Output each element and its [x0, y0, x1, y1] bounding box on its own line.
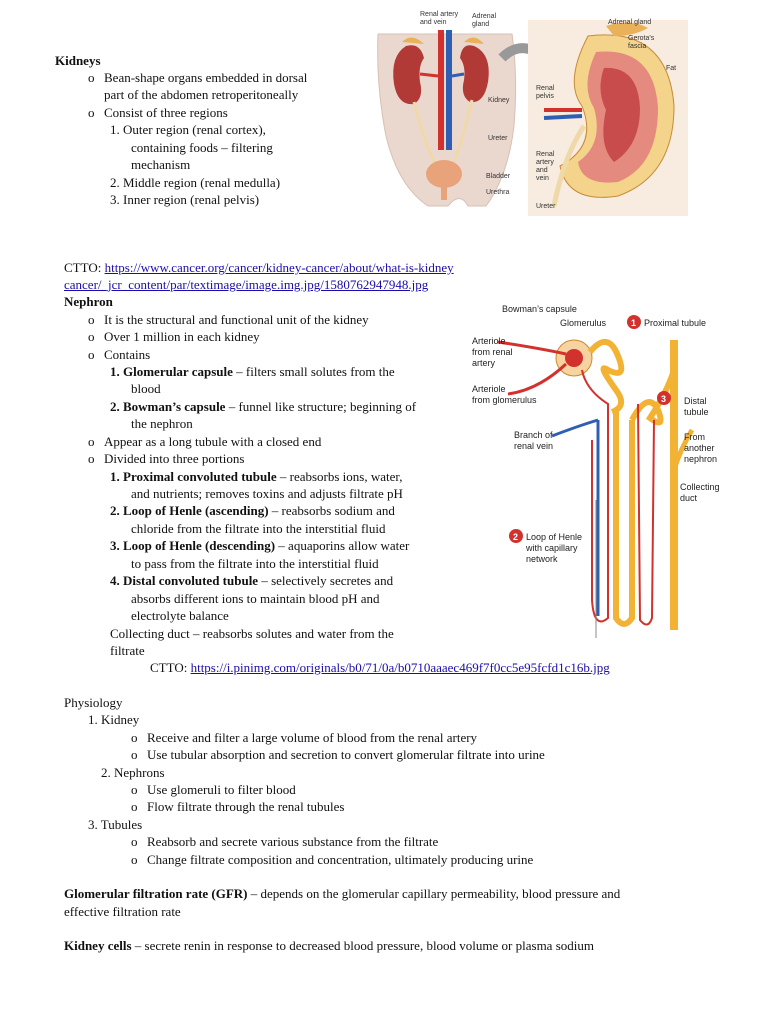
svg-text:artery: artery	[536, 159, 554, 166]
list-item: o It is the structural and functional unit of the kidney	[88, 312, 369, 327]
list-item: 1. Proximal convoluted tubule – reabsorbs ions, water,	[110, 469, 403, 484]
list-item: o Divided into three portions	[88, 451, 245, 466]
label-from-another-nephron: From	[684, 432, 705, 442]
svg-text:and: and	[536, 167, 548, 174]
label-adrenal-gland: Adrenal	[472, 13, 497, 20]
label-branch-renal-vein: Branch of	[514, 430, 553, 440]
list-item: o Receive and filter a large volume of blood from the renal artery	[131, 730, 478, 745]
bullet-icon: o	[131, 834, 138, 849]
label-ureter: Ureter	[488, 135, 508, 142]
label-adrenal-gland-2: Adrenal gland	[608, 19, 652, 26]
label-kidney: Kidney	[488, 97, 510, 104]
bullet-icon: o	[131, 852, 138, 867]
label-arteriole-glomerulus: Arteriole	[472, 384, 506, 394]
bullet-icon: o	[131, 782, 138, 797]
list-item: o Appear as a long tubule with a closed end	[88, 434, 322, 449]
svg-text:from glomerulus: from glomerulus	[472, 395, 537, 405]
list-item: part of the abdomen retroperitoneally	[104, 87, 299, 102]
badge-1: 1	[631, 318, 637, 328]
badge-3: 3	[661, 394, 667, 404]
list-item: o Reabsorb and secrete various substance from the filtrate	[131, 834, 439, 849]
list-item: 3. Tubules	[88, 817, 143, 832]
source-link-1[interactable]: https://www.cancer.org/cancer/kidney-cancer/about/what-is-kidney	[104, 260, 454, 275]
list-item: o Flow filtrate through the renal tubules	[131, 799, 345, 814]
list-item: the nephron	[131, 416, 193, 431]
list-item: 1. Glomerular capsule – filters small solutes from the	[110, 364, 395, 379]
kidney-anatomy-figure	[368, 6, 690, 218]
svg-text:duct: duct	[680, 493, 698, 503]
label-glomerulus: Glomerulus	[560, 318, 607, 328]
bullet-icon: o	[131, 799, 138, 814]
label-bowmans-capsule: Bowman’s capsule	[502, 304, 577, 314]
bullet-icon: o	[88, 451, 95, 466]
badge-2: 2	[513, 532, 519, 542]
list-item: 2. Bowman’s capsule – funnel like structure; beginning of	[110, 399, 417, 414]
svg-text:and vein: and vein	[420, 19, 447, 26]
list-item: to pass from the filtrate into the interstitial fluid	[131, 556, 379, 571]
svg-text:vein: vein	[536, 175, 549, 182]
list-item: o Contains	[88, 347, 151, 362]
gfr-paragraph: Glomerular filtration rate (GFR) – depends on the glomerular capillary permeability, blood pressure and	[64, 886, 621, 901]
list-item: o Use tubular absorption and secretion to convert glomerular filtrate into urine	[131, 747, 545, 762]
list-item: o Change filtrate composition and concentration, ultimately producing urine	[131, 852, 534, 867]
bullet-icon: o	[131, 747, 138, 762]
source-link-2[interactable]: https://i.pinimg.com/originals/b0/71/0a/b0710aaaec469f7f0cc5e95fcfd1c16b.jpg	[190, 660, 610, 675]
list-item: 3. Loop of Henle (descending) – aquaporins allow water	[110, 538, 410, 553]
svg-text:another: another	[684, 443, 715, 453]
list-item: o Consist of three regions	[88, 105, 228, 120]
list-item: containing foods – filtering	[131, 140, 273, 155]
list-item: o Over 1 million in each kidney	[88, 329, 260, 344]
nephron-figure	[468, 300, 732, 642]
label-renal-pelvis: Renal	[536, 85, 555, 92]
label-collecting-duct: Collecting	[680, 482, 720, 492]
list-item: mechanism	[131, 157, 191, 172]
nephron-heading: Nephron	[64, 294, 113, 309]
list-item: 4. Distal convoluted tubule – selectively secretes and	[110, 573, 394, 588]
label-proximal-tubule: Proximal tubule	[644, 318, 707, 328]
label-gerotas-fascia: Gerota's	[628, 35, 655, 42]
list-item: absorbs different ions to maintain blood pH and	[131, 591, 380, 606]
bullet-icon: o	[88, 434, 95, 449]
label-fat: Fat	[666, 65, 677, 72]
list-item: chloride from the filtrate into the interstitial fluid	[131, 521, 386, 536]
list-item: filtrate	[110, 643, 145, 658]
list-item: Collecting duct – reabsorbs solutes and water from the	[110, 626, 394, 641]
svg-text:nephron: nephron	[684, 454, 718, 464]
label-ureter-2: Ureter	[536, 203, 556, 210]
list-item: 2. Middle region (renal medulla)	[110, 175, 281, 190]
list-item: 1. Kidney	[88, 712, 140, 727]
bullet-icon: o	[88, 70, 95, 85]
label-loop-of-henle: Loop of Henle	[526, 532, 583, 542]
list-item: and nutrients; removes toxins and adjusts filtrate pH	[131, 486, 403, 501]
list-item: electrolyte balance	[131, 608, 229, 623]
ctto-line: CTTO: https://www.cancer.org/cancer/kidney-cancer/about/what-is-kidney	[64, 260, 454, 275]
bullet-icon: o	[88, 312, 95, 327]
kidney-cells-paragraph: Kidney cells – secrete renin in response to decreased blood pressure, blood volume or plasma sodium	[64, 938, 594, 953]
svg-text:gland: gland	[472, 21, 490, 28]
source-link-1-cont[interactable]: cancer/_jcr_content/par/textimage/image.img.jpg/1580762947948.jpg	[64, 277, 429, 292]
svg-text:tubule: tubule	[684, 407, 709, 417]
svg-text:fascia: fascia	[628, 43, 647, 50]
bullet-icon: o	[88, 105, 95, 120]
svg-text:artery: artery	[472, 358, 496, 368]
svg-text:with capillary: with capillary	[526, 543, 578, 553]
list-item: 2. Loop of Henle (ascending) – reabsorbs sodium and	[110, 503, 395, 518]
label-distal-tubule: Distal	[684, 396, 707, 406]
svg-text:renal vein: renal vein	[514, 441, 554, 451]
label-arteriole-renal: Arteriole	[472, 336, 506, 346]
label-renal-artery-vein: Renal	[536, 151, 555, 158]
svg-text:network: network	[526, 554, 558, 564]
label-renal-artery: Renal artery	[420, 11, 459, 18]
list-item: 2. Nephrons	[101, 765, 165, 780]
gfr-paragraph-cont: effective filtration rate	[64, 904, 181, 919]
list-item: 1. Outer region (renal cortex),	[110, 122, 266, 137]
list-item: o Use glomeruli to filter blood	[131, 782, 296, 797]
ctto-line: CTTO: https://i.pinimg.com/originals/b0/71/0a/b0710aaaec469f7f0cc5e95fcfd1c16b.jpg	[150, 660, 610, 675]
bullet-icon: o	[88, 347, 95, 362]
physiology-heading: Physiology	[64, 695, 123, 710]
bullet-icon: o	[88, 329, 95, 344]
kidneys-heading: Kidneys	[55, 53, 101, 68]
label-urethra: Urethra	[486, 189, 510, 196]
list-item: 3. Inner region (renal pelvis)	[110, 192, 260, 207]
svg-text:pelvis: pelvis	[536, 93, 554, 100]
bullet-icon: o	[131, 730, 138, 745]
label-bladder: Bladder	[486, 173, 511, 180]
svg-text:from renal: from renal	[472, 347, 513, 357]
list-item: blood	[131, 381, 161, 396]
list-item: o Bean-shape organs embedded in dorsal	[88, 70, 308, 85]
